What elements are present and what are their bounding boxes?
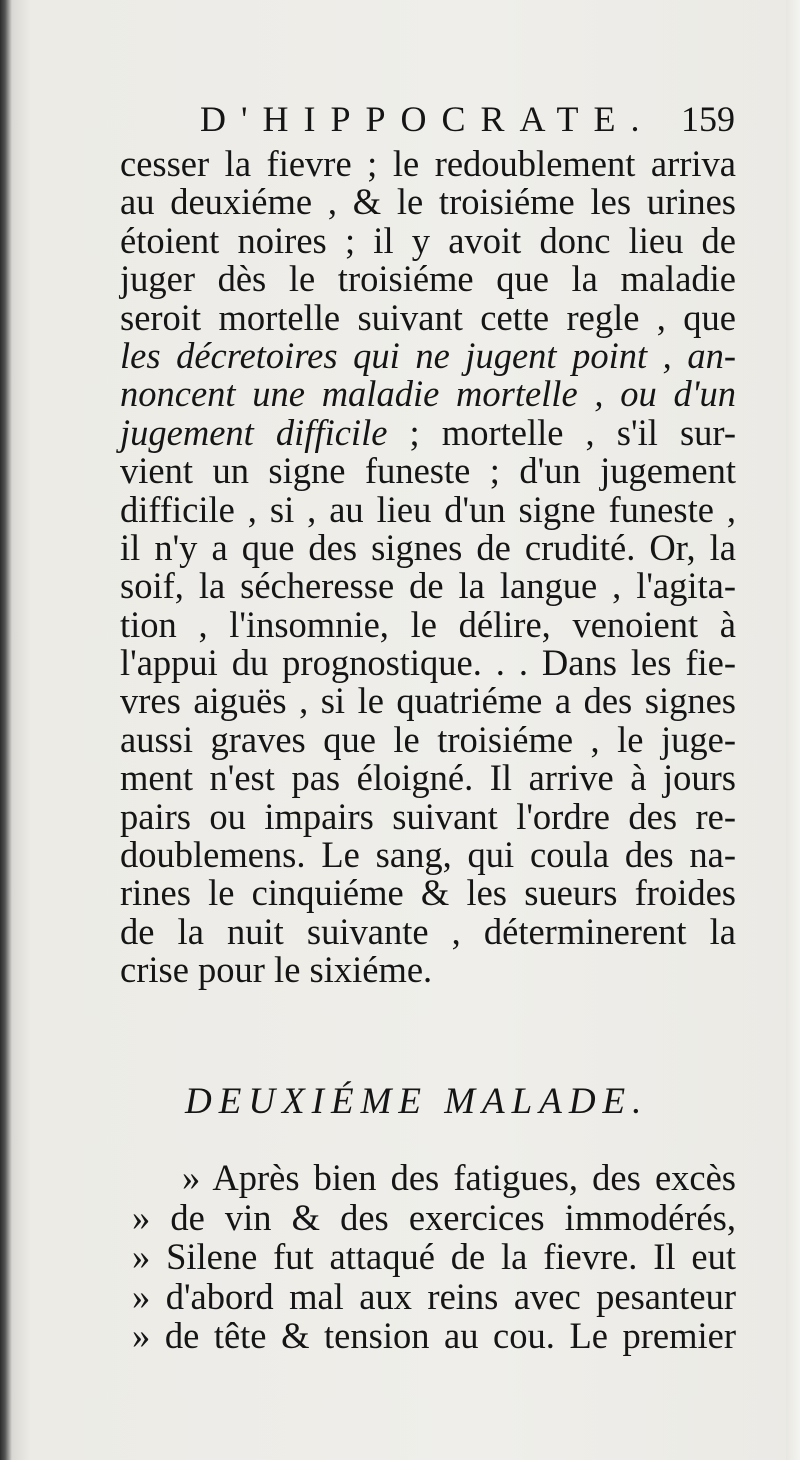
text-line: difficile , si , au lieu d'un signe funeste , xyxy=(120,488,736,530)
text-line: vient un signe funeste ; d'un jugement xyxy=(120,450,736,492)
text-line: soif, la sécheresse de la langue , l'agita- xyxy=(120,565,736,607)
text-line: il n'y a que des signes de crudité. Or, la xyxy=(120,526,736,568)
text-line: tion , l'insomnie, le délire, venoient à xyxy=(120,603,736,645)
text-line: cesser la fievre ; le redoublement arriva xyxy=(120,143,736,184)
quote-line: » Après bien des fatigues, des excès xyxy=(182,1157,736,1198)
running-head-title: D'HIPPOCRATE. xyxy=(200,99,655,139)
text-line: de la nuit suivante , déterminerent la xyxy=(120,910,736,952)
text-line: vres aiguës , si le quatriéme a des signes xyxy=(120,680,736,722)
text-line: étoient noires ; il y avoit donc lieu de xyxy=(120,219,736,261)
running-header xyxy=(200,98,735,148)
page-edge xyxy=(786,0,800,1460)
quote-line: » de vin & des exercices immodérés, xyxy=(132,1196,736,1238)
text-line-italic: noncent une maladie mortelle , ou d'un xyxy=(120,373,736,415)
text-line-mixed xyxy=(120,411,737,453)
text-line: aussi graves que le troisiéme , le juge- xyxy=(120,718,736,760)
text-line: au deuxiéme , & le troisiéme les urines xyxy=(120,181,736,223)
text-line: crise pour le sixiéme. xyxy=(120,949,433,991)
quote-line: » Silene fut attaqué de la fievre. Il eut xyxy=(132,1236,736,1277)
text-line: doublemens. Le sang, qui coula des na- xyxy=(120,834,736,876)
section-title: DEUXIÉME MALADE. xyxy=(185,1081,649,1122)
text-line: l'appui du prognostique. . . Dans les fie- xyxy=(120,642,736,684)
text-line: seroit mortelle suivant cette regle , que xyxy=(120,296,736,338)
text-line: ment n'est pas éloigné. Il arrive à jours xyxy=(120,757,736,799)
italic-fragment: jugement difficile xyxy=(120,411,388,453)
quote-line: » de tête & tension au cou. Le premier xyxy=(132,1315,736,1356)
text-line: pairs ou impairs suivant l'ordre des re- xyxy=(120,795,736,837)
quote-line: » d'abord mal aux reins avec pesanteur xyxy=(132,1275,736,1317)
text-line-italic: les décretoires qui ne jugent point , an- xyxy=(120,334,736,376)
text-line: rines le cinquiéme & les sueurs froides xyxy=(120,872,736,914)
main-paragraph xyxy=(120,145,736,990)
roman-fragment: ; mortelle , s'il sur- xyxy=(387,411,737,453)
quoted-passage xyxy=(132,1158,736,1356)
text-line: juger dès le troisiéme que la maladie xyxy=(120,258,736,300)
page-number: 159 xyxy=(681,99,735,139)
